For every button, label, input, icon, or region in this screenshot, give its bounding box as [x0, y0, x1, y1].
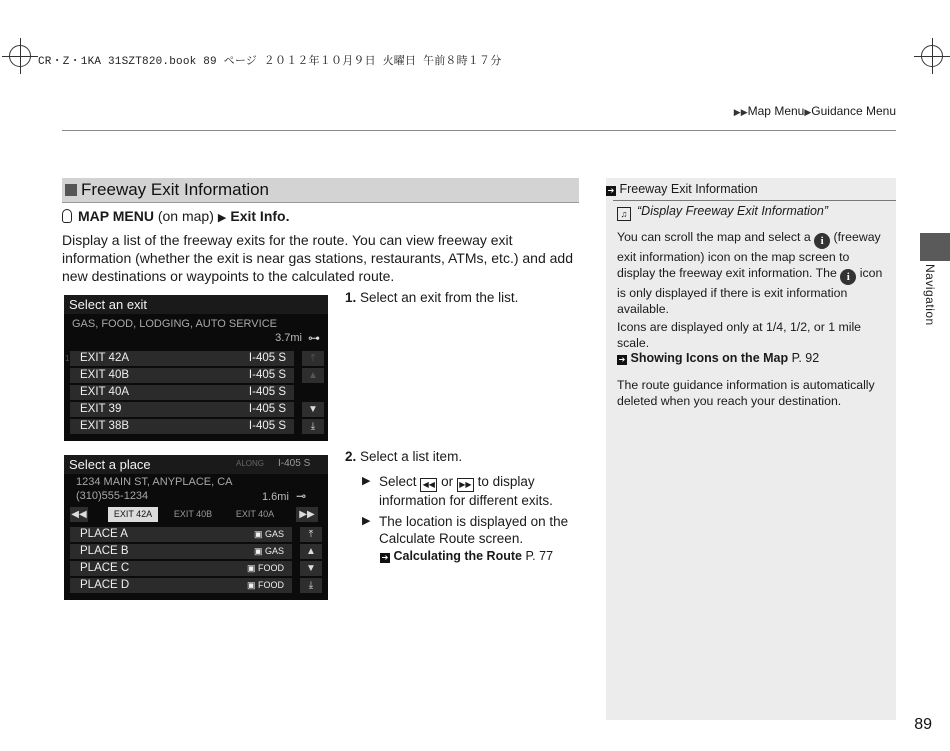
exit-name: EXIT 38B — [80, 420, 130, 432]
tab-exit-40a[interactable]: EXIT 40A — [235, 509, 275, 519]
exit-distance: 3.7mi — [275, 332, 302, 344]
exit-info-icon: i — [840, 269, 856, 285]
sidebar-text: You can scroll the map and select a — [617, 230, 811, 244]
intro-paragraph: Display a list of the freeway exits for the route. You can view freeway exit information (whether the exit is near gas stations, restaurants, ATMs, etc.) and add new destinations or waypoints to the calculated route. — [62, 232, 573, 284]
place-name: PLACE B — [80, 545, 129, 557]
place-type: ▣ GAS — [253, 546, 284, 556]
exit-road: I-405 S — [248, 420, 286, 432]
voice-command — [617, 204, 828, 221]
step-number: 1. — [345, 290, 357, 305]
sidebar-title — [606, 182, 758, 196]
menu-path-target: Exit Info. — [230, 208, 290, 224]
exit-services: GAS, FOOD, LODGING, AUTO SERVICE — [72, 318, 277, 330]
road-label: ALONG — [236, 459, 265, 468]
header-rule — [62, 130, 896, 131]
square-bullet-icon — [65, 184, 77, 196]
exit-row[interactable] — [70, 402, 294, 417]
scroll-top-icon[interactable]: ⤒ — [302, 351, 324, 366]
crop-mark-left — [9, 45, 31, 67]
sub-step-location — [362, 513, 576, 547]
exit-road: I-405 S — [248, 386, 286, 398]
chapter-tab — [920, 233, 950, 261]
step-1 — [345, 290, 518, 305]
place-name: PLACE C — [80, 562, 130, 574]
place-row[interactable] — [70, 578, 292, 593]
place-address: 1234 MAIN ST, ANYPLACE, CA — [76, 476, 233, 488]
place-list-screen — [64, 455, 328, 600]
place-type: ▣ FOOD — [246, 580, 284, 590]
crop-mark-right — [921, 45, 943, 67]
sidebar-text: icon is only displayed if there is exit information available. — [617, 266, 883, 316]
sidebar-rule — [613, 200, 896, 201]
exit-road: I-405 S — [248, 403, 286, 415]
step-text: Select an exit from the list. — [360, 290, 519, 305]
place-distance: 1.6mi — [262, 491, 289, 503]
place-phone: (310)555-1234 — [76, 490, 149, 502]
sub-step-text: to display information for different exits. — [379, 474, 553, 508]
step-text: Select a list item. — [360, 449, 463, 464]
exit-info-icon: i — [814, 233, 830, 249]
sub-step-text: Select — [379, 474, 417, 489]
voice-control-icon — [62, 209, 72, 223]
sub-step-select-arrows — [362, 473, 576, 509]
tab-exit-40b[interactable]: EXIT 40B — [173, 509, 213, 519]
place-row[interactable] — [70, 527, 292, 542]
link-label: Calculating the Route — [393, 549, 522, 563]
cross-reference-icon: ➔ — [607, 186, 615, 195]
place-name: PLACE D — [80, 579, 130, 591]
sidebar-paragraph-3: The route guidance information is automatically deleted when you reach your destination. — [617, 378, 875, 408]
next-exit-icon[interactable]: ▶▶ — [296, 507, 318, 522]
screen-title: Select an exit — [64, 295, 328, 314]
link-page: P. 92 — [791, 351, 820, 365]
menu-path — [62, 208, 289, 224]
place-type-text: GAS — [264, 529, 284, 539]
place-type: ▣ GAS — [253, 529, 284, 539]
breadcrumb-map-menu: Map Menu — [747, 104, 805, 118]
breadcrumb-arrow-icon: ▶ — [804, 107, 812, 117]
section-title-text: Freeway Exit Information — [81, 180, 270, 199]
screen-title: Select a place — [64, 455, 328, 474]
prev-exit-icon[interactable]: ◀◀ — [71, 509, 87, 520]
exit-name: EXIT 39 — [80, 403, 122, 415]
link-page: P. 77 — [525, 549, 554, 563]
arrow-icon: ▶ — [362, 515, 371, 527]
exit-name: EXIT 40A — [80, 386, 130, 398]
step-number: 2. — [345, 449, 357, 464]
sidebar-paragraph-1 — [617, 229, 887, 317]
showing-icons-link[interactable] — [617, 351, 819, 365]
sidebar-title-text: Freeway Exit Information — [619, 182, 758, 196]
road-name: I-405 S — [278, 458, 311, 469]
section-title — [62, 178, 579, 202]
rewind-icon: ◀◀ — [420, 478, 437, 492]
scroll-top-icon[interactable]: ⤒ — [300, 527, 322, 542]
exit-name: EXIT 42A — [80, 352, 130, 364]
section-rule — [62, 202, 579, 203]
menu-path-paren: (on map) — [157, 208, 214, 224]
step-2 — [345, 449, 462, 464]
breadcrumb-guidance-menu: Guidance Menu — [811, 104, 896, 118]
exit-name: EXIT 40B — [80, 369, 130, 381]
scroll-bottom-icon[interactable]: ⤓ — [302, 419, 324, 434]
chapter-label: Navigation — [923, 264, 937, 326]
print-header: CR・Z・1KA 31SZT820.book 89 ページ ２０１２年１０月９日 火曜日 午前８時１７分 — [38, 56, 502, 68]
exit-road: I-405 S — [248, 369, 286, 381]
exit-row[interactable] — [65, 351, 294, 366]
arrow-icon: ▶ — [217, 212, 227, 224]
direction-icon: ⊶ — [308, 331, 320, 345]
sub-step-body — [362, 473, 576, 509]
calculating-route-link[interactable] — [380, 549, 553, 563]
place-type-text: FOOD — [258, 563, 284, 573]
place-type-text: FOOD — [258, 580, 284, 590]
scroll-down-icon[interactable]: ▼ — [300, 561, 322, 576]
cross-reference-icon: ➔ — [618, 355, 626, 364]
place-row[interactable] — [70, 561, 292, 576]
scroll-up-icon[interactable]: ▲ — [300, 544, 322, 559]
voice-command-icon: ♫ — [617, 207, 631, 221]
row-index: 1 — [65, 354, 70, 363]
fast-forward-icon: ▶▶ — [457, 478, 474, 492]
place-type: ▣ FOOD — [246, 563, 284, 573]
exit-road: I-405 S — [248, 352, 286, 364]
scroll-up-icon[interactable]: ▲ — [302, 368, 324, 383]
sidebar-text: (freeway exit information) icon on the map screen to display the freeway exit information. The — [617, 230, 881, 280]
direction-icon: ⊸ — [296, 489, 307, 503]
menu-path-main: MAP MENU — [78, 208, 154, 224]
voice-command-text: “Display Freeway Exit Information” — [637, 204, 829, 218]
sub-step-text: or — [441, 474, 454, 489]
page-number: 89 — [914, 716, 932, 733]
place-type-text: GAS — [264, 546, 284, 556]
exit-row[interactable] — [70, 419, 294, 434]
arrow-icon: ▶ — [362, 475, 371, 487]
cross-reference-icon: ➔ — [381, 553, 389, 562]
sidebar-paragraph-2: Icons are displayed only at 1/4, 1/2, or 1 mile scale. — [617, 320, 862, 350]
tab-exit-42a[interactable]: EXIT 42A — [108, 507, 158, 522]
exit-list-screen — [64, 295, 328, 441]
sub-step-text: The location is displayed on the Calculate Route screen. — [379, 514, 569, 546]
scroll-bottom-icon[interactable]: ⤓ — [300, 578, 322, 593]
exit-row[interactable] — [70, 385, 294, 400]
scroll-down-icon[interactable]: ▼ — [302, 402, 324, 417]
exit-row[interactable] — [70, 368, 294, 383]
link-label: Showing Icons on the Map — [630, 351, 789, 365]
place-row[interactable] — [70, 544, 292, 559]
place-name: PLACE A — [80, 528, 128, 540]
breadcrumb — [734, 104, 896, 118]
breadcrumb-arrow-icon: ▶▶ — [733, 107, 748, 117]
